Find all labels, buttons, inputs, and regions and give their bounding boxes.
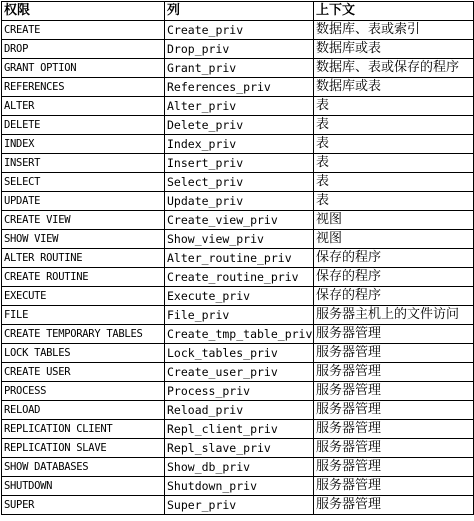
column-cell: Create_routine_priv <box>165 268 314 287</box>
context-cell: 服务器管理 <box>314 344 474 363</box>
privilege-cell: PROCESS <box>2 382 165 401</box>
context-cell: 数据库、表或保存的程序 <box>314 59 474 78</box>
header-privilege: 权限 <box>2 2 165 21</box>
table-row <box>2 268 474 287</box>
table-row <box>2 211 474 230</box>
context-cell: 表 <box>314 173 474 192</box>
context-cell: 服务器管理 <box>314 496 474 515</box>
column-cell: Show_db_priv <box>165 458 314 477</box>
table-row <box>2 363 474 382</box>
context-cell: 服务器管理 <box>314 382 474 401</box>
column-cell: Index_priv <box>165 135 314 154</box>
privilege-cell: LOCK TABLES <box>2 344 165 363</box>
table-row <box>2 173 474 192</box>
column-cell: Create_user_priv <box>165 363 314 382</box>
context-cell: 服务器管理 <box>314 458 474 477</box>
column-cell: References_priv <box>165 78 314 97</box>
privilege-cell: INSERT <box>2 154 165 173</box>
header-column: 列 <box>165 2 314 21</box>
privilege-cell: CREATE TEMPORARY TABLES <box>2 325 165 344</box>
column-cell: File_priv <box>165 306 314 325</box>
column-cell: Insert_priv <box>165 154 314 173</box>
context-cell: 视图 <box>314 230 474 249</box>
table-row <box>2 401 474 420</box>
table-row <box>2 21 474 40</box>
table-row <box>2 344 474 363</box>
privilege-cell: GRANT OPTION <box>2 59 165 78</box>
table-row <box>2 439 474 458</box>
privilege-cell: SUPER <box>2 496 165 515</box>
privilege-cell: EXECUTE <box>2 287 165 306</box>
context-cell: 保存的程序 <box>314 268 474 287</box>
privilege-cell: ALTER <box>2 97 165 116</box>
context-cell: 保存的程序 <box>314 249 474 268</box>
context-cell: 数据库或表 <box>314 78 474 97</box>
privilege-cell: DELETE <box>2 116 165 135</box>
context-cell: 服务器管理 <box>314 477 474 496</box>
column-cell: Create_priv <box>165 21 314 40</box>
context-cell: 表 <box>314 154 474 173</box>
column-cell: Execute_priv <box>165 287 314 306</box>
column-cell: Update_priv <box>165 192 314 211</box>
privilege-cell: CREATE VIEW <box>2 211 165 230</box>
context-cell: 数据库、表或索引 <box>314 21 474 40</box>
column-cell: Repl_client_priv <box>165 420 314 439</box>
context-cell: 服务器管理 <box>314 325 474 344</box>
column-cell: Alter_priv <box>165 97 314 116</box>
column-cell: Super_priv <box>165 496 314 515</box>
column-cell: Show_view_priv <box>165 230 314 249</box>
privilege-cell: SHOW VIEW <box>2 230 165 249</box>
column-cell: Delete_priv <box>165 116 314 135</box>
privilege-cell: CREATE ROUTINE <box>2 268 165 287</box>
table-row <box>2 382 474 401</box>
privilege-cell: REPLICATION CLIENT <box>2 420 165 439</box>
column-cell: Select_priv <box>165 173 314 192</box>
context-cell: 视图 <box>314 211 474 230</box>
context-cell: 保存的程序 <box>314 287 474 306</box>
table-row <box>2 420 474 439</box>
privilege-cell: DROP <box>2 40 165 59</box>
context-cell: 表 <box>314 135 474 154</box>
table-row <box>2 78 474 97</box>
table-row <box>2 40 474 59</box>
column-cell: Lock_tables_priv <box>165 344 314 363</box>
table-row <box>2 135 474 154</box>
table-row <box>2 154 474 173</box>
table-row <box>2 477 474 496</box>
privilege-cell: UPDATE <box>2 192 165 211</box>
table-row <box>2 496 474 515</box>
column-cell: Repl_slave_priv <box>165 439 314 458</box>
context-cell: 服务器管理 <box>314 439 474 458</box>
column-cell: Grant_priv <box>165 59 314 78</box>
table-row <box>2 230 474 249</box>
privilege-cell: ALTER ROUTINE <box>2 249 165 268</box>
privilege-cell: REPLICATION SLAVE <box>2 439 165 458</box>
table-row <box>2 59 474 78</box>
header-context: 上下文 <box>314 2 474 21</box>
context-cell: 表 <box>314 116 474 135</box>
column-cell: Shutdown_priv <box>165 477 314 496</box>
table-body <box>2 21 474 515</box>
privilege-cell: SHUTDOWN <box>2 477 165 496</box>
privilege-cell: RELOAD <box>2 401 165 420</box>
table-row <box>2 97 474 116</box>
column-cell: Reload_priv <box>165 401 314 420</box>
privilege-cell: REFERENCES <box>2 78 165 97</box>
context-cell: 服务器管理 <box>314 363 474 382</box>
table-row <box>2 192 474 211</box>
privilege-cell: INDEX <box>2 135 165 154</box>
header-row <box>2 2 474 21</box>
context-cell: 表 <box>314 97 474 116</box>
privilege-cell: SHOW DATABASES <box>2 458 165 477</box>
context-cell: 服务器主机上的文件访问 <box>314 306 474 325</box>
context-cell: 服务器管理 <box>314 401 474 420</box>
privilege-cell: SELECT <box>2 173 165 192</box>
table-row <box>2 325 474 344</box>
privilege-cell: FILE <box>2 306 165 325</box>
privilege-cell: CREATE USER <box>2 363 165 382</box>
column-cell: Alter_routine_priv <box>165 249 314 268</box>
context-cell: 表 <box>314 192 474 211</box>
table-row <box>2 287 474 306</box>
table-row <box>2 249 474 268</box>
privileges-table-container <box>1 1 473 519</box>
context-cell: 服务器管理 <box>314 420 474 439</box>
table-row <box>2 458 474 477</box>
column-cell: Create_tmp_table_priv <box>165 325 314 344</box>
privilege-cell: CREATE <box>2 21 165 40</box>
table-row <box>2 306 474 325</box>
column-cell: Process_priv <box>165 382 314 401</box>
column-cell: Drop_priv <box>165 40 314 59</box>
context-cell: 数据库或表 <box>314 40 474 59</box>
column-cell: Create_view_priv <box>165 211 314 230</box>
privileges-table <box>1 1 474 515</box>
table-row <box>2 116 474 135</box>
